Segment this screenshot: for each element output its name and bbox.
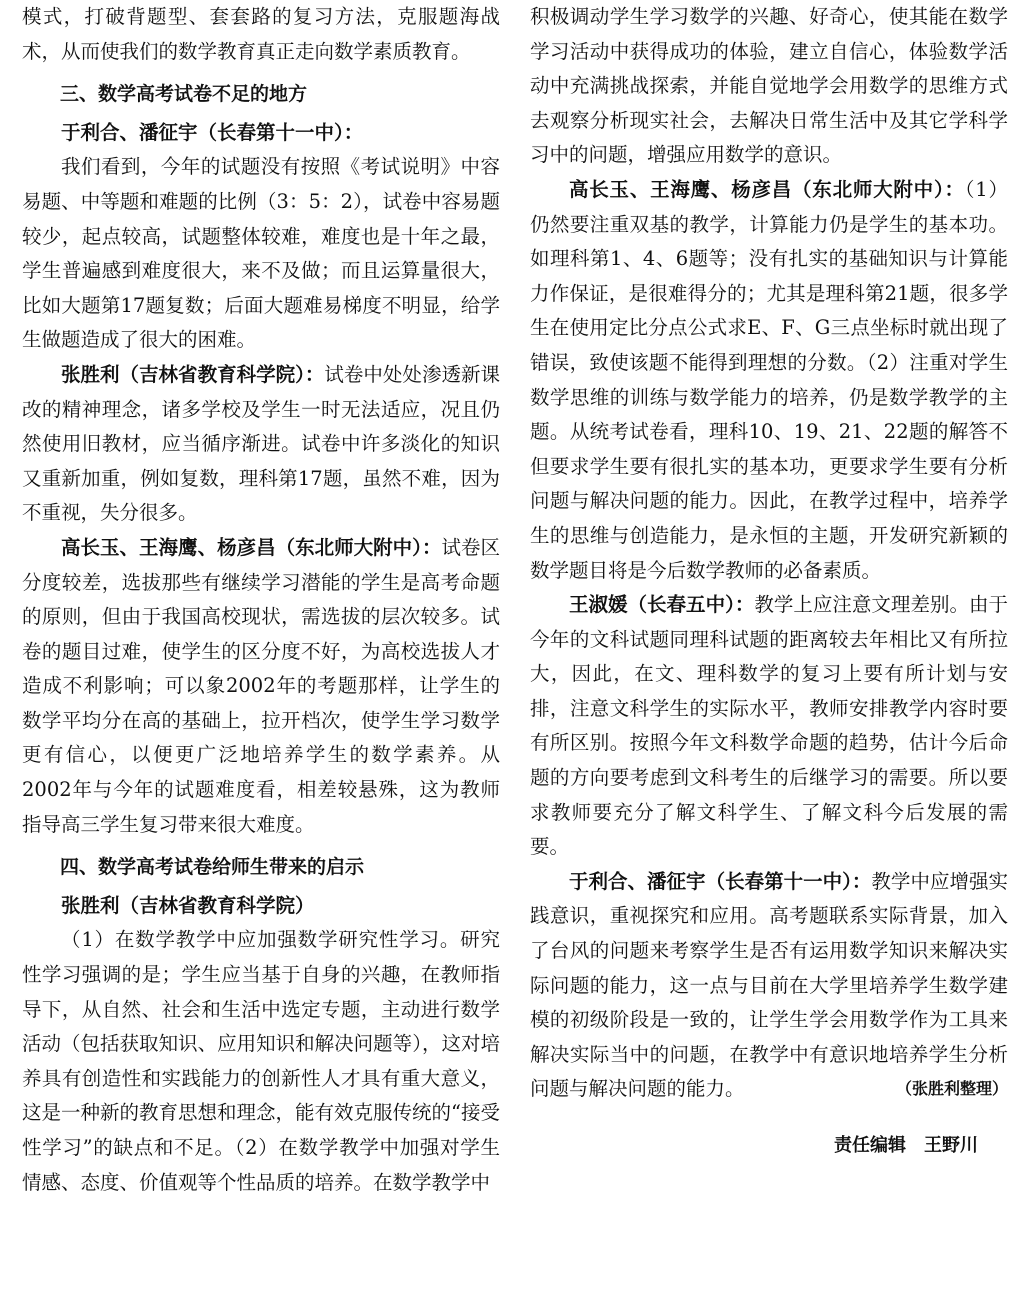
- responsible-editor: 责任编辑 王野川: [834, 1135, 978, 1156]
- left-column: [22, 0, 500, 1200]
- paragraph: 我们看到，今年的试题没有按照《考试说明》中容易题、中等题和难题的比例（3：5：2），试卷中容易题较少，起点较高，试题整体较难，难度也是十年之最，学生普遍感到难度很大，来不及做；而且运算量很大，比如大题第17题复数；后面大题难易梯度不明显，给学生做题造成了很大的困难。: [22, 155, 500, 352]
- paragraph-text: 教学中应增强实践意识，重视探究和应用。高考题联系实际背景，加入了台风的问题来考察学生是否有运用数学知识来解决实际问题的能力，这一点与目前在大学里培养学生数学建模的初级阶段是一致的，让学生学会用数学作为工具来解决实际当中的问题，在教学中有意识地培养学生分析问题与解决问题的能力。: [530, 869, 1008, 1101]
- paragraph-text: 教学上应注意文理差别。由于今年的文科试题同理科试题的距离较去年相比又有所拉大，因此，在文、理科数学的复习上要有所计划与安排，注意文科学生的实际水平，教师安排教学内容时要有所区别。按照今年文科数学命题的趋势，估计今后命题的方向要考虑到文科考生的后继学习的需要。所以要求教师要充分了解文科学生、了解文科今后发展的需要。: [530, 593, 1008, 859]
- speaker-name: 于利合、潘征宇（长春第十一中）：: [569, 869, 872, 893]
- paragraph: [22, 358, 500, 531]
- credit-line: （张胜利整理）: [895, 1079, 1008, 1099]
- speaker-name: 高长玉、王海鹰、杨彦昌（东北师大附中）：: [569, 177, 965, 201]
- speaker-name: 王淑媛（长春五中）：: [569, 593, 755, 617]
- paragraph-text: （1）仍然要注重双基的教学，计算能力仍是学生的基本功。如理科第1、4、6题等；没有扎实的基础知识与计算能力作保证，是很难得分的；尤其是理科第21题，很多学生在使用定比分点公式求E、F、G三点坐标时就出现了错误，致使该题不能得到理想的分数。（2）注重对学生数学思维的训练与数学能力的培养，仍是数学教学的主题。从统考试卷看，理科10、19、21、22题的解答不但要求学生要有很扎实的基本功，更要求学生要有分析问题与解决问题的能力。因此，在教学过程中，培养学生的思维与创造能力，是永恒的主题，开发研究新颖的数学题目将是今后数学教师的必备素质。: [530, 177, 1008, 582]
- paragraph-continued: 模式，打破背题型、套套路的复习方法，克服题海战术，从而使我们的数学教育真正走向数学素质教育。: [22, 5, 500, 63]
- section-heading-4: 四、数学高考试卷给师生带来的启示: [60, 856, 365, 879]
- paragraph-text: 试卷区分度较差，选拔那些有继续学习潜能的学生是高考命题的原则，但由于我国高校现状，需选拔的层次较多。试卷的题目过难，使学生的区分度不好，为高校选拔人才造成不利影响；可以象2002年的考题那样，让学生的数学平均分在高的基础上，拉开档次，使学生学习数学更有信心，以便更广泛地培养学生的数学素养。从2002年与今年的试题难度看，相差较悬殊，这为教师指导高三学生复习带来很大难度。: [22, 535, 500, 836]
- paragraph: [530, 588, 1008, 865]
- right-column: [530, 0, 1008, 1157]
- paragraph-text: 试卷中处处渗透新课改的精神理念，诸多学校及学生一时无法适应，况且仍然使用旧教材，应当循序渐进。试卷中许多淡化的知识又重新加重，例如复数，理科第17题，虽然不难，因为不重视，失分很多。: [22, 362, 500, 525]
- paragraph: [530, 865, 1008, 1107]
- section-heading-3: 三、数学高考试卷不足的地方: [60, 83, 308, 106]
- speaker-name: 张胜利（吉林省教育科学院）: [61, 893, 315, 917]
- paragraph-continued: 积极调动学生学习数学的兴趣、好奇心，使其能在数学学习活动中获得成功的体验，建立自信心，体验数学活动中充满挑战探索，并能自觉地学会用数学的思维方式去观察分析现实社会，去解决日常生活中及其它学科学习中的问题，增强应用数学的意识。: [530, 5, 1008, 167]
- speaker-name: 高长玉、王海鹰、杨彦昌（东北师大附中）：: [61, 535, 442, 559]
- paragraph: [530, 173, 1008, 588]
- speaker-name: 张胜利（吉林省教育科学院）：: [61, 362, 325, 386]
- paragraph: [22, 531, 500, 842]
- speaker-name: 于利合、潘征宇（长春第十一中）：: [61, 120, 364, 144]
- paragraph: （1）在数学教学中应加强数学研究性学习。研究性学习强调的是；学生应当基于自身的兴趣，在教师指导下，从自然、社会和生活中选定专题，主动进行数学活动（包括获取知识、应用知识和解决问题等），这对培养具有创造性和实践能力的创新性人才具有重大意义，这是一种新的教育思想和理念，能有效克服传统的“接受性学习”的缺点和不足。（2）在数学教学中加强对学生情感、态度、价值观等个性品质的培养。在数学教学中: [22, 928, 500, 1194]
